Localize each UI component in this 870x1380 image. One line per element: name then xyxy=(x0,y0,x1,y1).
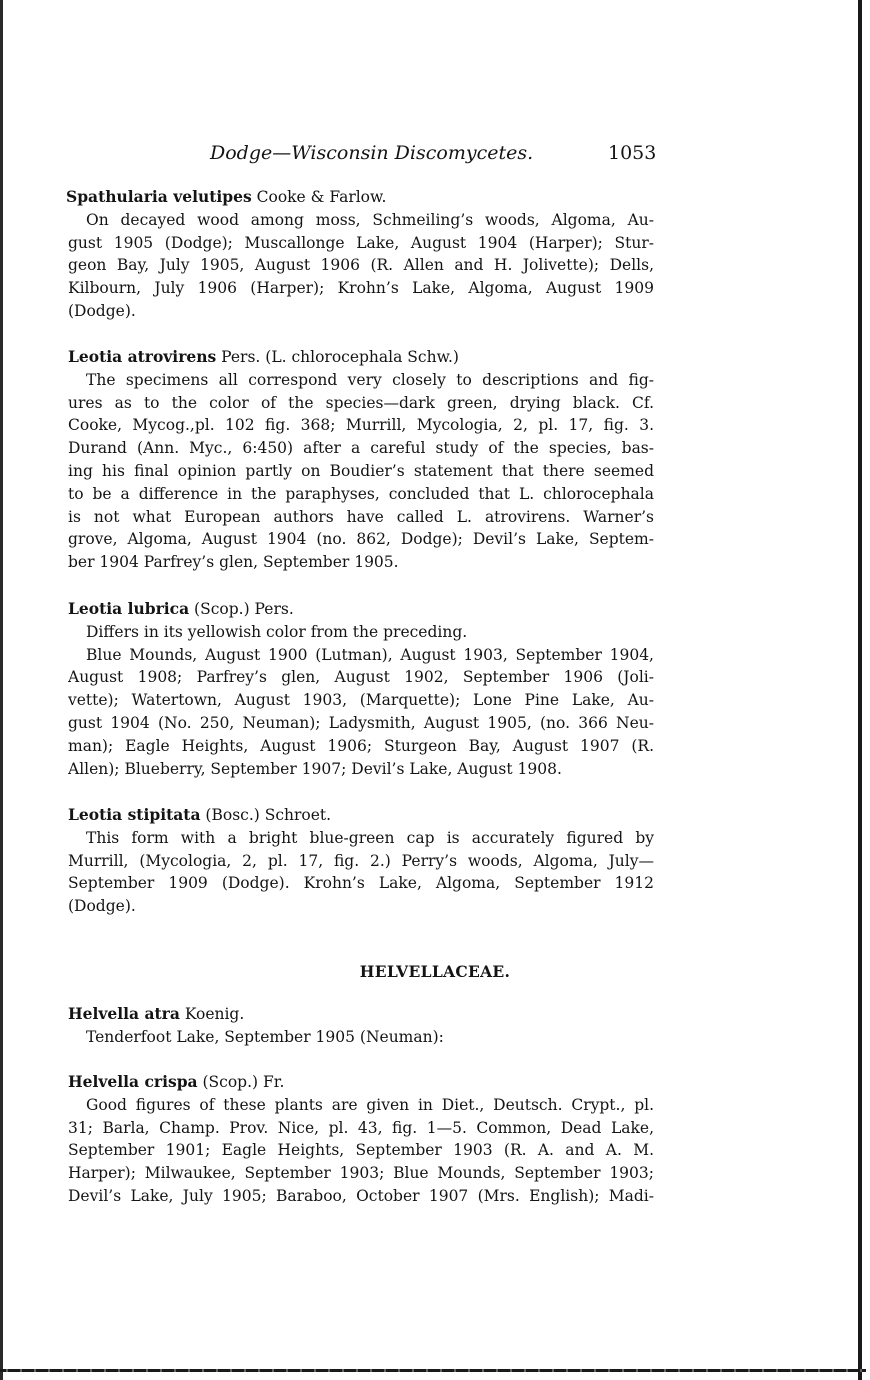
text-line: On decayed wood among moss, Schmeiling’s woods, Algoma, Au- xyxy=(86,210,654,229)
family-heading: HELVELLACEAE. xyxy=(359,962,511,981)
running-title: Dodge—Wisconsin Discomycetes. xyxy=(210,142,534,164)
text-line: Differs in its yellowish color from the preceding. xyxy=(86,622,468,641)
text-line: Kilbourn, July 1906 (Harper); Krohn’s Lake, Algoma, August 1909 xyxy=(68,279,654,298)
text-line: Blue Mounds, August 1900 (Lutman), August 1903, September 1904, xyxy=(86,645,654,664)
scan-edge-right xyxy=(858,0,862,1380)
species-name: Helvella atra xyxy=(68,1004,180,1023)
text-line: September 1901; Eagle Heights, September 1903 (R. A. and A. M. xyxy=(68,1141,654,1160)
text-line: Cooke, Mycog.,pl. 102 fig. 368; Murrill, Mycologia, 2, pl. 17, fig. 3. xyxy=(68,416,654,435)
text-line: Murrill, (Mycologia, 2, pl. 17, fig. 2.) Perry’s woods, Algoma, July— xyxy=(68,851,654,870)
text-line: gust 1905 (Dodge); Muscallonge Lake, August 1904 (Harper); Stur- xyxy=(68,233,654,252)
text-line: The specimens all correspond very closely to descriptions and fig- xyxy=(86,370,654,389)
text-line: geon Bay, July 1905, August 1906 (R. Allen and H. Jolivette); Dells, xyxy=(68,256,654,275)
text-line: to be a difference in the paraphyses, concluded that L. chlorocephala xyxy=(68,484,654,503)
text-line: man); Eagle Heights, August 1906; Sturgeon Bay, August 1907 (R. xyxy=(68,736,654,755)
species-entry xyxy=(68,598,654,780)
text-line: Devil’s Lake, July 1905; Baraboo, October 1907 (Mrs. English); Madi- xyxy=(68,1186,654,1205)
species-authority: (Scop.) Fr. xyxy=(197,1073,285,1091)
species-name: Leotia lubrica xyxy=(68,599,190,618)
text-line: Harper); Milwaukee, September 1903; Blue Mounds, September 1903; xyxy=(68,1164,654,1183)
species-entry xyxy=(68,804,654,918)
species-authority: (Scop.) Pers. xyxy=(189,600,294,618)
species-entry xyxy=(68,1071,654,1208)
text-line: vette); Watertown, August 1903, (Marquette); Lone Pine Lake, Au- xyxy=(68,691,654,710)
scan-edge-bottom xyxy=(0,1369,866,1372)
species-authority: (Bosc.) Schroet. xyxy=(200,806,332,824)
page-number: 1053 xyxy=(608,142,657,164)
species-title xyxy=(68,598,654,621)
text-line: August 1908; Parfrey’s glen, August 1902, September 1906 (Joli- xyxy=(68,668,654,687)
text-line: (Dodge). xyxy=(68,301,136,320)
species-title xyxy=(68,1003,654,1026)
text-line: ing his final opinion partly on Boudier’s statement that there seemed xyxy=(68,461,654,480)
text-line: Allen); Blueberry, September 1907; Devil’s Lake, August 1908. xyxy=(68,759,562,778)
text-line: gust 1904 (No. 250, Neuman); Ladysmith, August 1905, (no. 366 Neu- xyxy=(68,713,654,732)
text-line: grove, Algoma, August 1904 (no. 862, Dodge); Devil’s Lake, Septem- xyxy=(68,530,654,549)
species-entry xyxy=(68,1003,654,1049)
text-line: This form with a bright blue-green cap is accurately figured by xyxy=(86,828,654,847)
text-line: is not what European authors have called L. atrovirens. Warner’s xyxy=(68,507,654,526)
text-line: September 1909 (Dodge). Krohn’s Lake, Algoma, September 1912 xyxy=(68,874,654,893)
species-name: Spathularia velutipes xyxy=(66,187,252,206)
species-authority: Cooke & Farlow. xyxy=(251,188,387,206)
species-entry xyxy=(68,346,654,574)
species-name: Leotia stipitata xyxy=(68,805,201,824)
species-title xyxy=(66,186,654,209)
text-line: Tenderfoot Lake, September 1905 (Neuman): xyxy=(86,1027,444,1046)
species-entry xyxy=(68,186,654,323)
species-title xyxy=(68,346,654,369)
species-title xyxy=(68,1071,654,1094)
text-line: (Dodge). xyxy=(68,897,136,916)
text-line: Durand (Ann. Myc., 6:450) after a careful study of the species, bas- xyxy=(68,439,654,458)
text-line: 31; Barla, Champ. Prov. Nice, pl. 43, fig. 1—5. Common, Dead Lake, xyxy=(68,1118,654,1137)
scan-edge-left xyxy=(0,0,3,1380)
running-header xyxy=(0,142,870,170)
species-authority: Pers. (L. chlorocephala Schw.) xyxy=(216,348,459,366)
species-authority: Koenig. xyxy=(179,1005,245,1023)
species-name: Leotia atrovirens xyxy=(68,347,217,366)
text-line: ber 1904 Parfrey’s glen, September 1905. xyxy=(68,553,399,572)
text-line: Good figures of these plants are given in Diet., Deutsch. Crypt., pl. xyxy=(86,1095,654,1114)
species-name: Helvella crispa xyxy=(68,1072,198,1091)
text-line: ures as to the color of the species—dark green, drying black. Cf. xyxy=(68,393,654,412)
species-title xyxy=(68,804,654,827)
